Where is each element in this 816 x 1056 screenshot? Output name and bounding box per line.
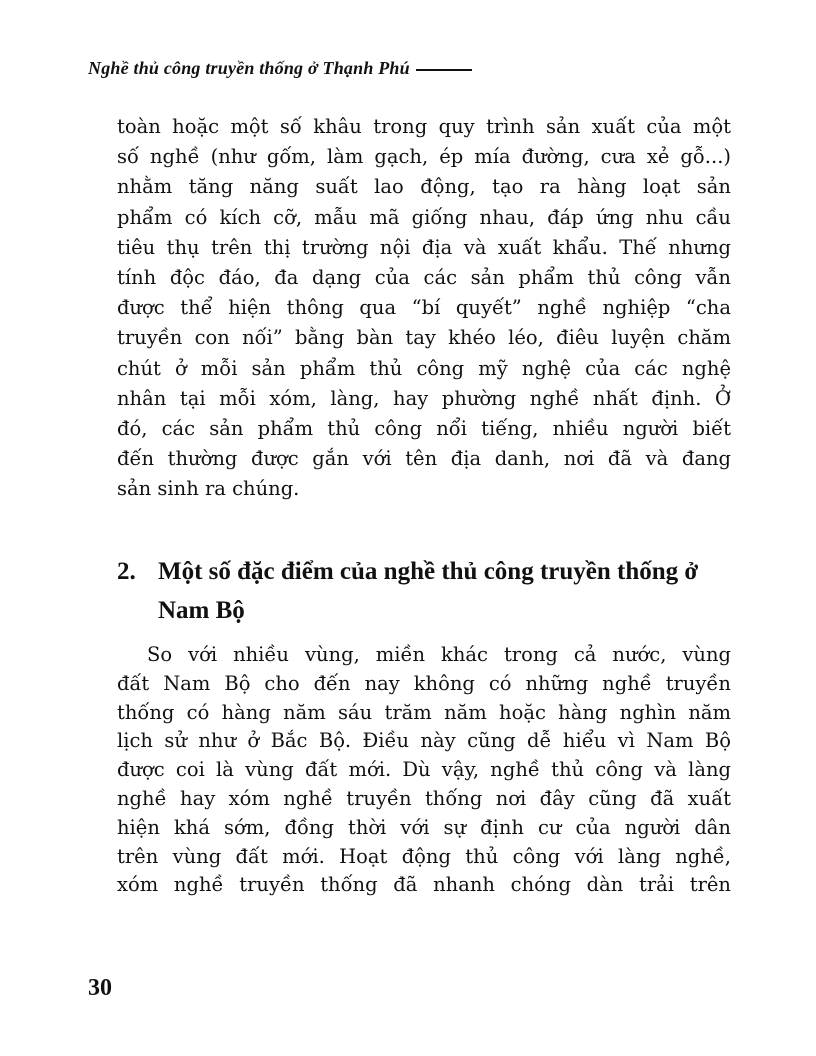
- text-line: phẩm có kích cỡ, mẫu mã giống nhau, đáp ứng nhu cầu: [117, 205, 731, 229]
- text-line: hiện khá sớm, đồng thời với sự định cư của người dân: [117, 815, 731, 839]
- text-line: nhân tại mỗi xóm, làng, hay phường nghề nhất định. Ở: [117, 386, 731, 410]
- text-line: đến thường được gắn với tên địa danh, nơi đã và đang: [117, 447, 731, 471]
- paragraph-2: [117, 641, 731, 900]
- running-title: Nghề thủ công truyền thống ở Thạnh Phú: [88, 58, 410, 78]
- paragraph-1: [117, 112, 731, 504]
- text-line: được thể hiện thông qua “bí quyết” nghề nghiệp “cha: [117, 296, 731, 320]
- text-line: số nghề (như gốm, làm gạch, ép mía đường, cưa xẻ gỗ...): [117, 145, 731, 169]
- page-number: 30: [88, 975, 112, 1001]
- text-line: chút ở mỗi sản phẩm thủ công mỹ nghệ của các nghệ: [117, 356, 731, 380]
- section-title: [158, 552, 738, 630]
- text-line: xóm nghề truyền thống đã nhanh chóng dàn trải trên: [117, 873, 731, 897]
- section-number: 2.: [117, 558, 136, 585]
- text-line: đất Nam Bộ cho đến nay không có những nghề truyền: [117, 671, 731, 695]
- header-rule: [416, 69, 472, 71]
- text-line: nghề hay xóm nghề truyền thống nơi đây cũng đã xuất: [117, 786, 731, 810]
- text-line: đó, các sản phẩm thủ công nổi tiếng, nhiều người biết: [117, 416, 731, 440]
- text-line: thống có hàng năm sáu trăm năm hoặc hàng nghìn năm: [117, 700, 731, 724]
- text-line: truyền con nối” bằng bàn tay khéo léo, điêu luyện chăm: [117, 326, 731, 350]
- running-header: [88, 58, 472, 79]
- text-line: nhằm tăng năng suất lao động, tạo ra hàng loạt sản: [117, 175, 731, 199]
- section-title-line: Nam Bộ: [158, 597, 245, 624]
- text-line: toàn hoặc một số khâu trong quy trình sản xuất của một: [117, 115, 731, 138]
- text-line: lịch sử như ở Bắc Bộ. Điều này cũng dễ hiểu vì Nam Bộ: [117, 729, 731, 753]
- text-line: tiêu thụ trên thị trường nội địa và xuất khẩu. Thế nhưng: [117, 235, 731, 259]
- text-line: được coi là vùng đất mới. Dù vậy, nghề thủ công và làng: [117, 758, 731, 782]
- text-line: sản sinh ra chúng.: [117, 477, 300, 501]
- section-title-line: Một số đặc điểm của nghề thủ công truyền thống ở: [158, 558, 699, 585]
- text-line: So với nhiều vùng, miền khác trong cả nước, vùng: [147, 643, 731, 666]
- text-line: trên vùng đất mới. Hoạt động thủ công với làng nghề,: [117, 844, 731, 868]
- text-line: tính độc đáo, đa dạng của các sản phẩm thủ công vẫn: [117, 265, 731, 289]
